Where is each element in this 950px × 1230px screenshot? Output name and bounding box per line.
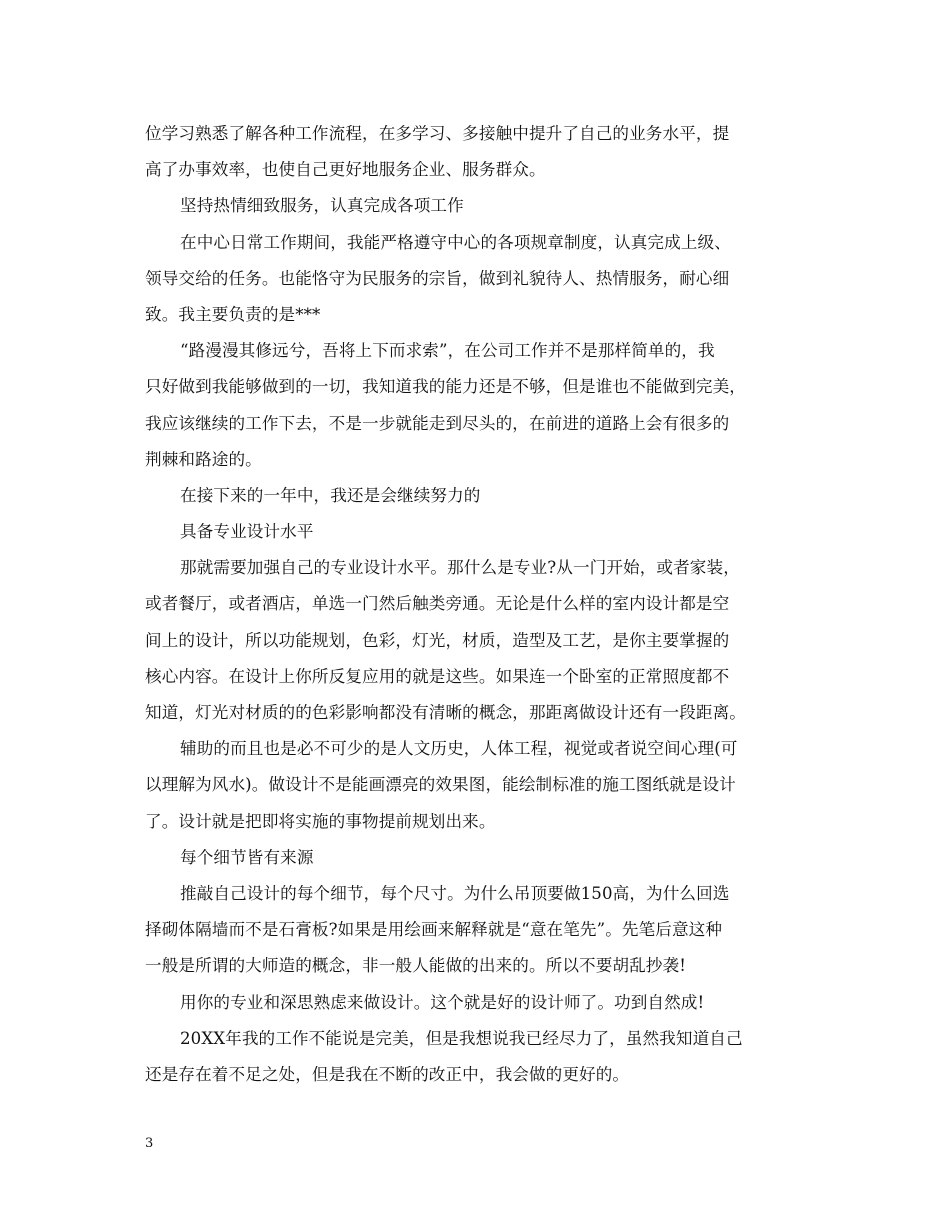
text-line: 致。我主要负责的是*** (145, 304, 321, 324)
text-line: 位学习熟悉了解各种工作流程，在多学习、多接触中提升了自己的业务水平，提 (145, 124, 730, 143)
text-line: 还是存在着不足之处，但是我在不断的改正中，我会做的更好的。 (145, 1064, 630, 1084)
text-line: 了。设计就是把即将实施的事物提前规划出来。 (145, 811, 496, 831)
text-line: 择砌体隔墙而不是石膏板?如果是用绘画来解释就是“意在笔先”。先笔后意这种 (145, 920, 723, 940)
text-line: 高了办事效率，也使自己更好地服务企业、服务群众。 (145, 160, 546, 180)
text-line: 或者餐厅，或者酒店，单选一门然后触类旁通。无论是什么样的室内设计都是空 (145, 594, 730, 614)
page-number: 3 (145, 1136, 154, 1151)
text-line: 荆棘和路途的。 (145, 449, 262, 469)
page-body (145, 116, 810, 1093)
section-heading: 具备专业设计水平 (180, 522, 314, 542)
text-line: 推敲自己设计的每个细节，每个尺寸。为什么吊顶要做150高，为什么回选 (180, 883, 730, 903)
text-line: 核心内容。在设计上你所反复应用的就是这些。如果连一个卧室的正常照度都不 (145, 666, 730, 686)
section-heading: 坚持热情细致服务，认真完成各项工作 (180, 196, 464, 216)
text-line: 领导交给的任务。也能恪守为民服务的宗旨，做到礼貌待人、热情服务，耐心细 (145, 268, 730, 288)
text-line: 在中心日常工作期间，我能严格遵守中心的各项规章制度，认真完成上级、 (180, 232, 731, 252)
text-line: 用你的专业和深思熟虑来做设计。这个就是好的设计师了。功到自然成! (180, 992, 705, 1012)
text-line: 间上的设计，所以功能规划，色彩，灯光，材质，造型及工艺，是你主要掌握的 (145, 630, 730, 650)
text-line: 那就需要加强自己的专业设计水平。那什么是专业?从一门开始，或者家装， (180, 558, 740, 578)
text-line: 辅助的而且也是必不可少的是人文历史，人体工程，视觉或者说空间心理(可 (180, 739, 738, 759)
text-line: 知道，灯光对材质的的色彩影响都没有清晰的概念，那距离做设计还有一段距离。 (145, 703, 746, 722)
text-line: 一般是所谓的大师造的概念，非一般人能做的出来的。所以不要胡乱抄袭! (145, 956, 686, 976)
text-line: 以理解为风水)。做设计不是能画漂亮的效果图，能绘制标准的施工图纸就是设计 (145, 775, 736, 795)
section-heading: 每个细节皆有来源 (180, 847, 314, 867)
text-line: 只好做到我能够做到的一切，我知道我的能力还是不够，但是谁也不能做到完美， (145, 377, 746, 397)
text-line: 20XX年我的工作不能说是完美，但是我想说我已经尽力了，虽然我知道自己 (180, 1028, 743, 1048)
text-line: 我应该继续的工作下去，不是一步就能走到尽头的，在前进的道路上会有很多的 (145, 413, 730, 433)
text-line: “路漫漫其修远兮，吾将上下而求索”，在公司工作并不是那样简单的，我 (180, 341, 715, 361)
text-line: 在接下来的一年中，我还是会继续努力的 (180, 485, 481, 505)
